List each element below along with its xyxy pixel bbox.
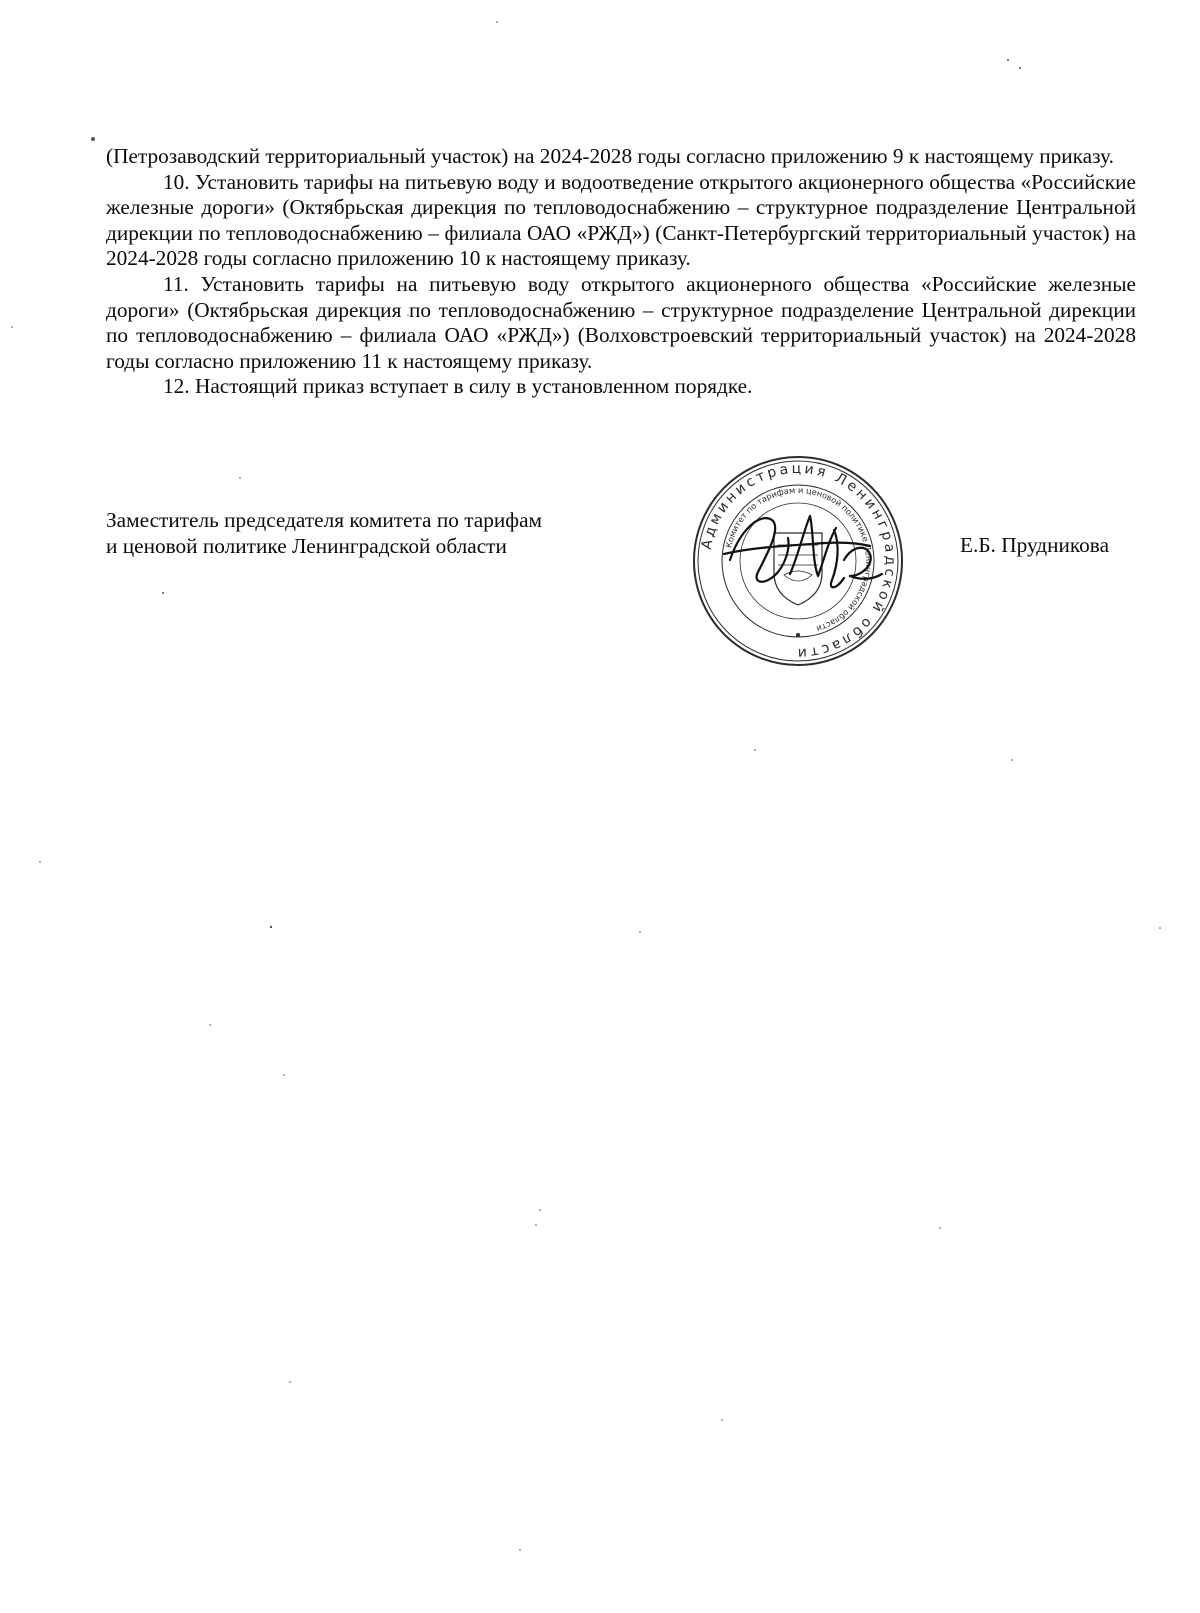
signer-name: Е.Б. Прудникова [960,533,1110,557]
paragraph-9-continuation: (Петрозаводский территориальный участок) на 2024-2028 годы согласно приложению 9 к настоящему приказу. [106,144,1114,168]
signer-title [106,508,542,559]
svg-text:Администрация Ленинградской об: Администрация Ленинградской области [698,460,899,662]
signer-title-line-1: Заместитель председателя комитета по тарифам [106,508,542,532]
handwritten-signature [720,490,890,610]
signer-title-line-2: и ценовой политике Ленинградской области [106,533,507,558]
svg-text:Комитет по тарифам и ценовой п: Комитет по тарифам и ценовой политике Ленинградской области [723,484,875,635]
paragraph-12: 12. Настоящий приказ вступает в силу в установленном порядке. [163,374,753,399]
order-body [106,144,1136,400]
paragraph-10: 10. Установить тарифы на питьевую воду и водоотведение открытого акционерного общества «Российские железные дороги» (Октябрьская дирекция по тепловодоснабжению – структурное подразделение Центральной дирекции по тепловодоснабжению – филиала ОАО «РЖД») (Санкт-Петербургский территориальный участок) на 2024-2028 годы согласно приложению 10 к настоящему приказу. [106,169,1136,271]
paragraph-11: 11. Установить тарифы на питьевую воду открытого акционерного общества «Российские железные дороги» (Октябрьская дирекция по тепловодоснабжению – структурное подразделение Центральной дирекции по тепловодоснабжению – филиала ОАО «РЖД») (Волховстроевский территориальный участок) на 2024-2028 годы согласно приложению 11 к настоящему приказу. [106,271,1136,373]
